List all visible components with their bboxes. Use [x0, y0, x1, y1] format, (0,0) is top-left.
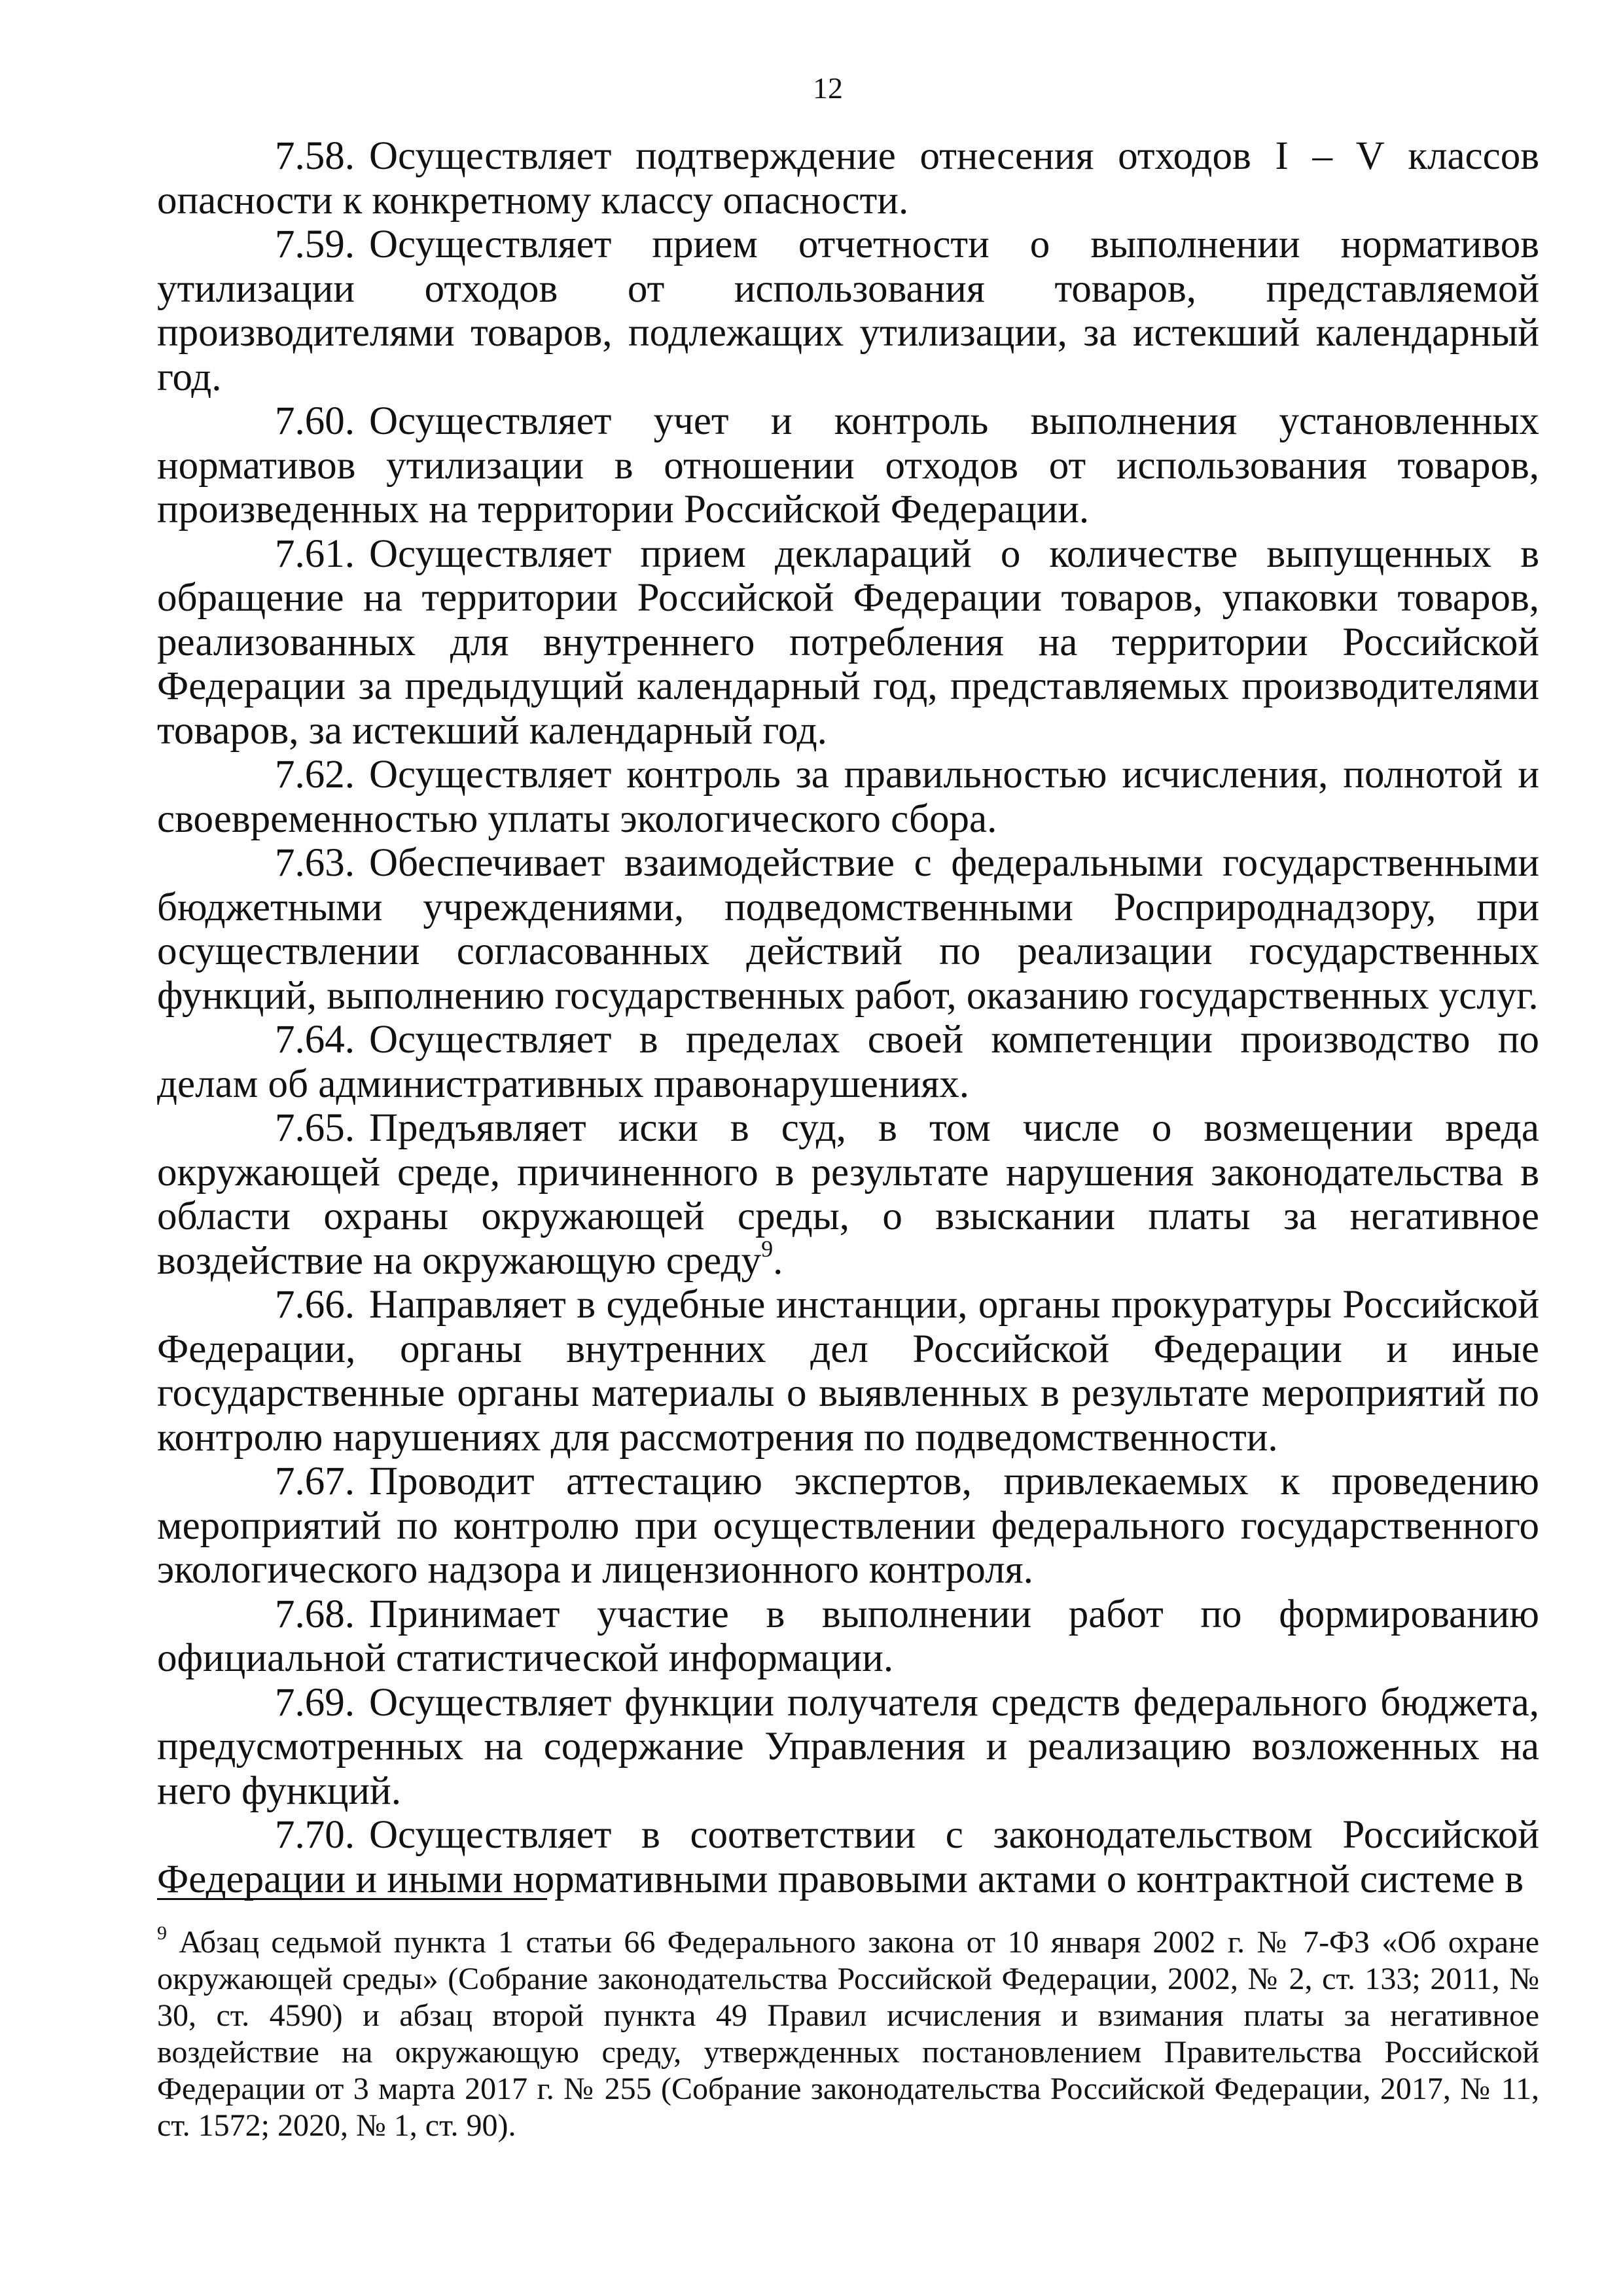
- paragraph-number: 7.69.: [275, 1680, 355, 1725]
- paragraph-number: 7.62.: [275, 753, 355, 797]
- paragraph-7-60: [157, 399, 1539, 532]
- paragraph-text: Осуществляет подтверждение отнесения отходов I – V классов опасности к конкретному классу опасности.: [157, 134, 1539, 223]
- paragraph-7-58: [157, 134, 1539, 223]
- paragraph-number: 7.68.: [275, 1592, 355, 1636]
- paragraph-7-69: [157, 1681, 1539, 1814]
- paragraph-text: Осуществляет в соответствии с законодательством Российской Федерации и иными нормативными правовыми актами о контрактной системе в: [157, 1813, 1539, 1901]
- paragraph-text: Направляет в судебные инстанции, органы прокуратуры Российской Федерации, органы внутренних дел Российской Федерации и иные государственные органы материалы о выявленных в результате мероприятий по контролю нарушениях для рассмотрения по подведомственности.: [157, 1283, 1539, 1460]
- paragraph-text: Осуществляет учет и контроль выполнения установленных нормативов утилизации в отношении отходов от использования товаров, произведенных на территории Российской Федерации.: [157, 399, 1539, 531]
- paragraph-text: Осуществляет контроль за правильностью исчисления, полнотой и своевременностью уплаты экологического сбора.: [157, 753, 1539, 841]
- paragraph-text: Осуществляет в пределах своей компетенции производство по делам об административных правонарушениях.: [157, 1018, 1539, 1106]
- paragraph-text: Осуществляет прием отчетности о выполнении нормативов утилизации отходов от использования товаров, представляемой производителями товаров, подлежащих утилизации, за истекший календарный год.: [157, 223, 1539, 399]
- paragraph-tail: .: [773, 1238, 783, 1283]
- paragraph-text: Осуществляет прием деклараций о количестве выпущенных в обращение на территории Российской Федерации товаров, упаковки товаров, реализованных для внутреннего потребления на территории Российской Федерации за предыдущий календарный год, представляемых производителями товаров, за истекший календарный год.: [157, 531, 1539, 753]
- paragraph-number: 7.60.: [275, 399, 355, 443]
- paragraph-number: 7.65.: [275, 1106, 355, 1150]
- paragraph-text: Предъявляет иски в суд, в том числе о возмещении вреда окружающей среде, причиненного в результате нарушения законодательства в области охраны окружающей среды, о взыскании платы за негативное воздействие на окружающую среду: [157, 1106, 1539, 1283]
- paragraph-number: 7.70.: [275, 1813, 355, 1857]
- paragraph-text: Обеспечивает взаимодействие с федеральными государственными бюджетными учреждениями, подведомственными Росприроднадзору, при осуществлении согласованных действий по реализации государственных функций, выполнению государственных работ, оказанию государственных услуг.: [157, 841, 1539, 1018]
- paragraph-number: 7.63.: [275, 841, 355, 885]
- footnote-reference: 9: [761, 1235, 774, 1262]
- paragraph-text: Проводит аттестацию экспертов, привлекаемых к проведению мероприятий по контролю при осуществлении федерального государственного экологического надзора и лицензионного контроля.: [157, 1460, 1539, 1592]
- footnote: [157, 1924, 1539, 2144]
- paragraph-7-59: [157, 223, 1539, 399]
- footnote-marker: 9: [157, 1922, 167, 1944]
- paragraph-7-70: [157, 1813, 1539, 1901]
- paragraph-number: 7.61.: [275, 531, 355, 576]
- paragraph-7-67: [157, 1460, 1539, 1592]
- page-number: 12: [813, 71, 843, 105]
- paragraph-number: 7.59.: [275, 223, 355, 266]
- paragraph-7-68: [157, 1592, 1539, 1681]
- paragraph-7-61: [157, 532, 1539, 753]
- paragraph-7-62: [157, 753, 1539, 841]
- paragraph-number: 7.64.: [275, 1018, 355, 1062]
- paragraph-number: 7.58.: [275, 134, 355, 178]
- paragraph-7-66: [157, 1283, 1539, 1460]
- paragraph-text: Принимает участие в выполнении работ по формированию официальной статистической информации.: [157, 1592, 1539, 1680]
- paragraph-number: 7.66.: [275, 1283, 355, 1327]
- footnote-divider: [157, 1898, 547, 1900]
- paragraph-7-64: [157, 1018, 1539, 1106]
- paragraph-7-65: [157, 1106, 1539, 1283]
- paragraph-number: 7.67.: [275, 1460, 355, 1503]
- footnote-text: Абзац седьмой пункта 1 статьи 66 Федерального закона от 10 января 2002 г. № 7-ФЗ «Об охране окружающей среды» (Собрание законодательства Российской Федерации, 2002, № 2, ст. 133; 2011, № 30, ст. 4590) и абзац второй пункта 49 Правил исчисления и взимания платы за негативное воздействие на окружающую среду, утвержденных постановлением Правительства Российской Федерации от 3 марта 2017 г. № 255 (Собрание законодательства Российской Федерации, 2017, № 11, ст. 1572; 2020, № 1, ст. 90).: [157, 1925, 1540, 2143]
- paragraph-7-63: [157, 841, 1539, 1018]
- paragraph-text: Осуществляет функции получателя средств федерального бюджета, предусмотренных на содержание Управления и реализацию возложенных на него функций.: [157, 1680, 1539, 1813]
- document-body: [157, 134, 1539, 1901]
